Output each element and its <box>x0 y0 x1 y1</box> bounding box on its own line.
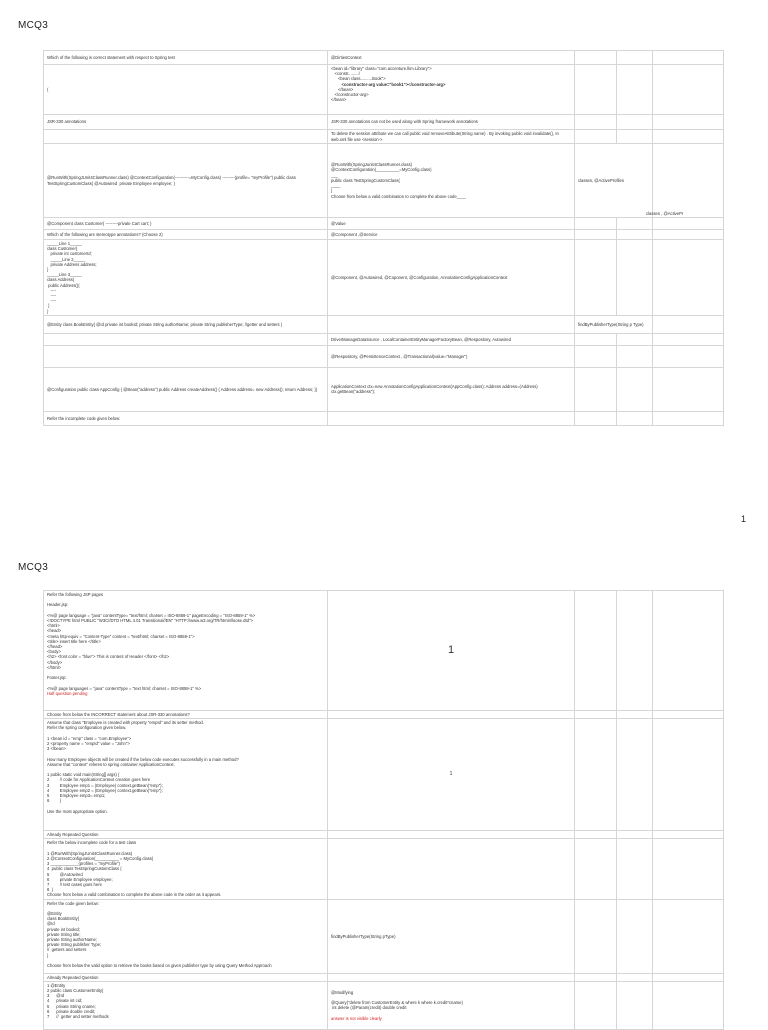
answer-cell: @Respository, @PersistenceContext , @Transactional(value="Manager") <box>328 345 575 367</box>
table-row <box>44 315 724 333</box>
table-row <box>44 839 724 899</box>
table-row <box>44 973 724 981</box>
answer-code <box>331 66 445 102</box>
question-cell: Which of the following is correct statement with respect to Spring test <box>44 51 328 65</box>
answer-cell: @DirtiesContext <box>328 51 575 65</box>
note-cell <box>575 51 617 65</box>
page-title: MCQ3 <box>18 562 49 573</box>
question-cell: @Component class Customer{ ---------private Cart cart; } <box>44 218 328 230</box>
table-row <box>44 711 724 719</box>
answer-cell <box>328 981 575 1029</box>
code-line: </bean> <box>331 97 347 103</box>
question-cell <box>44 591 328 711</box>
answer-cell <box>328 315 575 333</box>
question-cell: _____Line 1_____ class Customer{ private int customerId; _____Line 2_____ private Address address; } _____Line 3_____ class Address{ public Address(){ ---- ---- ---- } } <box>44 240 328 316</box>
answer-cell: @Value <box>328 218 575 230</box>
table-row <box>44 240 724 316</box>
mcq-table <box>43 590 724 1030</box>
pending-note: Half question pending <box>47 690 88 696</box>
answer-cell: 1 <box>328 719 575 831</box>
table-row <box>44 981 724 1029</box>
answer-cell: @Component, @Autowired, @Coponent, @Configuration, AnnotationConfigApplicationContext <box>328 240 575 316</box>
table-row <box>44 719 724 831</box>
question-cell <box>44 130 328 144</box>
note-cell: classes, @ActiveProfiles <box>575 144 653 218</box>
answer-cell <box>328 411 575 425</box>
question-cell: Refer the below incomplete code for a test class 1 @RunWith(SpringJUnit4ClassRunner.class) 2 @ContextConfiguration(__________ = MyConfig.class) 3 ____________(profiles = "myProfile") 4 public class TestSpringCustomClass { 5 @Autowired 6 private Employee employee; 7 // test cases goes here 8 } Choose from below a valid combination to complete the above code in the order as it appears. <box>44 839 328 899</box>
question-cell: 1 @Entity 2 public class CustomerEntity{ 3 @Id 4 private int cid; 5 private String cname; 6 private double credit; 7 // getter and setter methods <box>44 981 328 1029</box>
answer-cell: To delete the session attribute we can call public void removeAttribute(String name) . By invoking public void invalidate(), In web.xml file use <session-> <box>328 130 575 144</box>
answer-cell: DriverManageDataSource , LocalContainerEntityManagerFactoryBean, @Respository, Autowired <box>328 333 575 345</box>
page-number: 1 <box>740 514 746 524</box>
answer-cell: 1 <box>328 591 575 711</box>
question-cell: @Entity class BookEntity{ @Id private int bookId; private String authorName; private String publisherType; //getter and setters } <box>44 315 328 333</box>
question-cell: @RunWith(SpringJUnit4ClassRunner.class) @ContextConfiguration(----------=MyConfig.class) ---------(profile= "myProfile") public class TestSpringCustomClass{ @Autowired private Employee employee; } <box>44 144 328 218</box>
question-cell: Assume that class "Employee is created with property "empId" and its setter method. Refer the spring configuration given below. 1 <bean id = "emp" class = "com.Employee"> 2 <property name = "empId" value = "John"> 3 </bean> How many Employee objects will be created if the below code executes successfully in a main method? Assume that "context" referes to spring container ApplicationContext. 1 public static void main(String[] args) { 2 // code for ApplicationContext creation goes here 3 Employee emp1 = (Employee) context.getBean("emp"); 4 Employee emp2 = (Employee) context.getBean("emp"); 5 Employee emp3= emp1; 6 } Use the most appropriate option. <box>44 719 328 831</box>
answer-text: @Modifying @Query("delete from CustomerEntity & where k where k.credit*cname) int delete (@Param(credit) double credit answer is not visible clearly <box>331 989 463 1021</box>
question-cell <box>44 345 328 367</box>
question-cell <box>44 333 328 345</box>
question-cell: Which of the following are stereotype annotations? (Choose 2) <box>44 230 328 240</box>
table-row <box>44 115 724 130</box>
code-line: <constr.........l <box>334 71 360 77</box>
code-line: <constructor-arg value="book1"></constructor-arg> <box>341 81 446 87</box>
code-line: <bean class..........Book"> <box>337 76 386 82</box>
unclear-note: answer is not visible clearly <box>331 1015 382 1021</box>
overflow-note: classes , @ActivePr <box>646 211 684 216</box>
code-line: <bean id="library" class="com.accenture.lkm.Library"> <box>331 66 432 71</box>
question-cell: Refer the code given below: @Entity class BookEntity{ @Id private int bookId; private String title; private String authorName; private String publisher Type; // getters and setters } Choose from below the valid option to retrieve the books based on given publisher type by using Query Method Approach <box>44 899 328 973</box>
table-row <box>44 899 724 973</box>
table-row <box>44 411 724 425</box>
question-cell: @Configuration public class AppConfig { @Bean("address") public Address createAddress() { Address address= new Address(); return Address; }} <box>44 367 328 411</box>
table-row <box>44 367 724 411</box>
mcq-table <box>43 50 724 426</box>
page-title: MCQ3 <box>18 20 49 31</box>
note-cell: findByPublisherType(String p Type) <box>575 315 653 333</box>
answer-cell: findByPublisherType(String pType) <box>328 899 575 973</box>
document-page-2 <box>0 552 768 1024</box>
answer-cell <box>328 65 575 115</box>
answer-cell: ApplicationContext ctx=new AnnotationConfigApplicationContext(AppConfig.class); Address address=(Address) ctx.getBean("address"); <box>328 367 575 411</box>
table-row <box>44 345 724 367</box>
question-cell: JSR-330 annotations <box>44 115 328 130</box>
table-row <box>44 144 724 218</box>
question-cell: Choose from below the INCORRECT statement about JSR-330 annotations? <box>44 711 328 719</box>
table-row <box>44 218 724 230</box>
answer-cell: @Component ,@Service <box>328 230 575 240</box>
code-line: </constructor-arg> <box>334 92 369 98</box>
table-row <box>44 831 724 839</box>
table-row <box>44 591 724 711</box>
question-text: Refer the following JSP pages Header.jsp: <%@ page language = "java" contentType= "text/html; charset = ISO-8859-1" pageEncoding = "ISO-8859-1" %> <!DOCTYPE html PUBLIC "W3C//DTD HTML 4.01 Transitional//EN" "HTTP://www.w3.org/TR/html4/loose.dtd"> <html> <head> <meta http-equiv = "Content-Type" content = "text/html; charset = ISO-8859-1"> <title> insert title here </title> </head> <body> <h2> <font color = "blue"> This is content of Header </font> </h2> </body> </html> Footer.jsp: <%@ page languages = "java" contentType = "text html; charset = ISO-8859-1" %> <box>47 592 256 691</box>
table-row <box>44 130 724 144</box>
table-row <box>44 230 724 240</box>
answer-cell <box>328 831 575 839</box>
code-line: </bean> <box>337 86 354 92</box>
table-row <box>44 51 724 65</box>
question-cell: ( <box>44 65 328 115</box>
question-cell: Refer the incomplete code given below: <box>44 411 328 425</box>
question-cell: Already Repeated Question <box>44 973 328 981</box>
answer-cell <box>328 711 575 719</box>
table-row <box>44 333 724 345</box>
answer-cell <box>328 839 575 899</box>
answer-cell <box>328 973 575 981</box>
table-row <box>44 65 724 115</box>
question-cell: Already Repeated Question <box>44 831 328 839</box>
answer-cell: JSR-330 annotations can not be used along with Spring framework annotations <box>328 115 575 130</box>
answer-cell: @RunWith(SpringJunit4ClassRunner.class) @ContextConfiguration(__________=MyConfig.class) ___ public class TestSpringCustomClass{ ____ } Choose from below a valid combination to complete the above code____ <box>328 144 575 218</box>
